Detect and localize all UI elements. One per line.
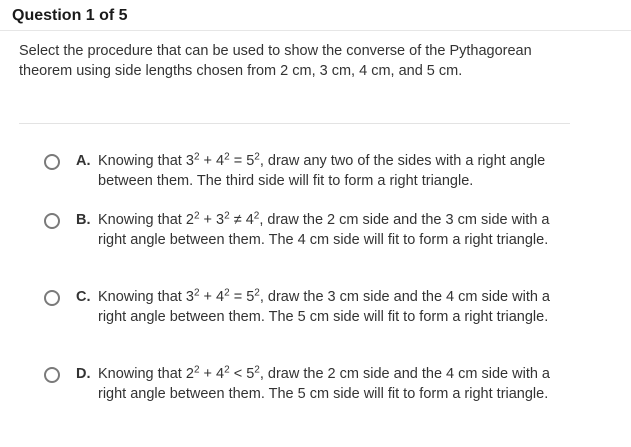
radio-button-a[interactable]: [44, 154, 60, 170]
math-exponent: 2: [224, 151, 230, 163]
question-counter: Question 1 of 5: [12, 7, 128, 24]
math-base: 5: [246, 289, 255, 305]
math-exponent: 2: [224, 287, 230, 299]
divider: [19, 123, 570, 124]
math-exponent: 2: [193, 151, 200, 163]
math-exponent: 2: [224, 364, 230, 376]
math-base: 3: [185, 289, 194, 305]
math-base: 5: [246, 153, 255, 169]
option-text: Knowing that $3^2 + 4^2 = 5^2$, draw the 3 cm side and the 4 cm side with a right angle between them. The 5 cm side will fit to form a right triangle.: [98, 287, 551, 325]
radio-button-c[interactable]: [44, 290, 60, 306]
math-exponent: 2: [254, 287, 260, 299]
option-letter: A.: [76, 153, 91, 169]
question-prompt: Select the procedure that can be used to show the converse of the Pythagorean theorem using side lengths chosen from 2 cm, 3 cm, 4 cm, and 5 cm.: [19, 43, 532, 79]
math-base: 3: [185, 153, 194, 169]
radio-button-d[interactable]: [44, 367, 60, 383]
math-exponent: 2: [193, 210, 200, 222]
quiz-header: [0, 0, 631, 31]
option-text: Knowing that $2^2 + 4^2 < 5^2$, draw the 2 cm side and the 4 cm side with a right angle between them. The 5 cm side will fit to form a right triangle.: [98, 364, 551, 402]
math-base: 4: [216, 366, 225, 382]
option-letter: B.: [76, 212, 91, 228]
math-exponent: 2: [254, 151, 260, 163]
math-exponent: 2: [193, 287, 200, 299]
math-exponent: 2: [224, 210, 230, 222]
math-exponent: 2: [254, 364, 260, 376]
option-letter: D.: [76, 366, 91, 382]
math-exponent: 2: [193, 364, 200, 376]
math-base: 2: [185, 212, 194, 228]
math-base: 4: [216, 153, 225, 169]
option-letter: C.: [76, 289, 91, 305]
math-base: 4: [245, 212, 254, 228]
math-exponent: 2: [253, 210, 260, 222]
math-base: 3: [216, 212, 225, 228]
math-base: 5: [246, 366, 255, 382]
option-text: Knowing that $3^2 + 4^2 = 5^2$, draw any two of the sides with a right angle between them. The third side will fit to form a right triangle.: [98, 151, 546, 189]
radio-button-b[interactable]: [44, 213, 60, 229]
math-base: 2: [185, 366, 194, 382]
math-base: 4: [216, 289, 225, 305]
option-text: Knowing that $2^2 + 3^2 \ne 4^2$, draw the 2 cm side and the 3 cm side with a right angle between them. The 4 cm side will fit to form a right triangle.: [98, 210, 550, 248]
